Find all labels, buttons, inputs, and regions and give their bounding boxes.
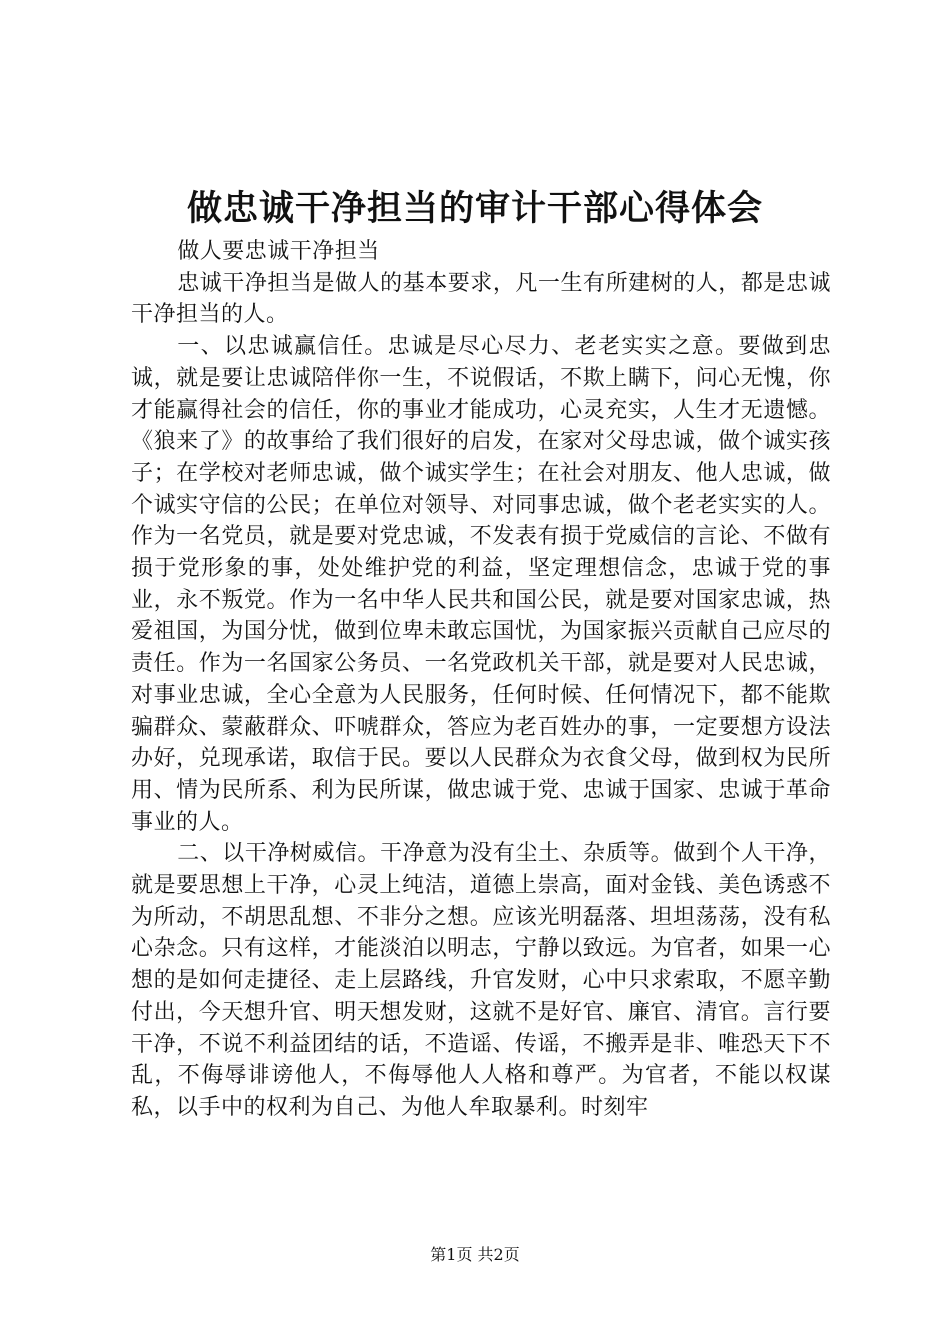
document-title: 做忠诚干净担当的审计干部心得体会	[186, 188, 763, 229]
document-body	[131, 236, 831, 1124]
page-number-footer: 第1页 共2页	[430, 1245, 520, 1264]
subtitle: 做人要忠诚干净担当	[177, 239, 380, 264]
paragraph-loyalty: 一、以忠诚赢信任。忠诚是尽心尽力、老老实实之意。要做到忠诚，就是要让忠诚陪伴你一生，不说假话，不欺上瞒下，问心无愧，你才能赢得社会的信任，你的事业才能成功，心灵充实，人生才无遗憾。《狼来了》的故事给了我们很好的启发，在家对父母忠诚，做个诚实孩子；在学校对老师忠诚，做个诚实学生；在社会对朋友、他人忠诚，做个诚实守信的公民；在单位对领导、对同事忠诚，做个老老实实的人。作为一名党员，就是要对党忠诚，不发表有损于党威信的言论、不做有损于党形象的事，处处维护党的利益，坚定理想信念，忠诚于党的事业，永不叛党。作为一名中华人民共和国公民，就是要对国家忠诚，热爱祖国，为国分忧，做到位卑未敢忘国忧，为国家振兴贡献自己应尽的责任。作为一名国家公务员、一名党政机关干部，就是要对人民忠诚，对事业忠诚，全心全意为人民服务，任何时候、任何情况下，都不能欺骗群众、蒙蔽群众、吓唬群众，答应为老百姓办的事，一定要想方设法办好，兑现承诺，取信于民。要以人民群众为衣食父母，做到权为民所用、情为民所系、利为民所谋，做忠诚于党、忠诚于国家、忠诚于革命事业的人。	[131, 334, 831, 835]
paragraph-integrity: 二、以干净树威信。干净意为没有尘土、杂质等。做到个人干净，就是要思想上干净，心灵上纯洁，道德上崇高，面对金钱、美色诱惑不为所动，不胡思乱想、不非分之想。应该光明磊落、坦坦荡荡，没有私心杂念。只有这样，才能淡泊以明志，宁静以致远。为官者，如果一心想的是如何走捷径、走上层路线，升官发财，心中只求索取，不愿辛勤付出，今天想升官、明天想发财，这就不是好官、廉官、清官。言行要干净，不说不利益团结的话，不造谣、传谣，不搬弄是非、唯恐天下不乱，不侮辱诽谤他人，不侮辱他人人格和尊严。为官者，不能以权谋私，以手中的权利为自己、为他人牟取暴利。时刻牢	[131, 841, 831, 1120]
paragraph-intro: 忠诚干净担当是做人的基本要求，凡一生有所建树的人，都是忠诚干净担当的人。	[131, 270, 831, 328]
